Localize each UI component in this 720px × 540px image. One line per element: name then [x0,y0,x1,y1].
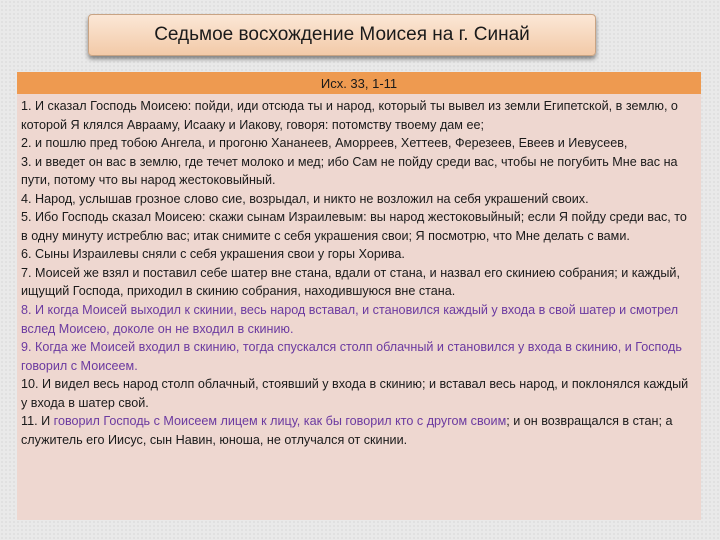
verse-1: 1. И сказал Господь Моисею: пойди, иди отсюда ты и народ, который ты вывел из земли Египетской, в землю, о которой Я клялся Аврааму, Исааку и Иакову, говоря: потомству твоему дам ее; [21,99,678,132]
verse-11 [21,412,695,449]
verse-10: 10. И видел весь народ столп облачный, стоявший у входа в скинию; и вставал весь народ, и поклонялся каждый у входа в шатер свой. [21,377,689,410]
slide-title: Седьмое восхождение Моисея на г. Синай [88,14,596,56]
scripture-reference: Исх. 33, 1-11 [17,72,701,94]
verse-4: 4. Народ, услышав грозное слово сие, возрыдал, и никто не возложил на себя украшений своих. [21,191,589,206]
verse-11-prefix: 11. И [21,414,54,429]
scripture-text [17,94,701,449]
verse-9: 9. Когда же Моисей входил в скинию, тогда спускался столп облачный и становился у входа в скинию, и Господь говорил с Моисеем. [21,340,682,373]
scripture-panel [17,72,701,520]
verse-11-highlight: говорил Господь с Моисеем лицем к лицу, как бы говорил кто с другом своим [53,414,507,429]
verse-5: 5. Ибо Господь сказал Моисею: скажи сынам Израилевым: вы народ жестоковыйный; если Я пойду среди вас, то в одну минуту истреблю вас; итак снимите с себя украшения свои; Я посмотрю, что Мне делать с вами. [21,210,687,243]
verse-6: 6. Сыны Израилевы сняли с себя украшения свои у горы Хорива. [21,247,405,262]
verse-11-suffix: ; и он возвращался в стан; а служитель его Иисус, сын Навин, юноша, не отлучался от скинии. [21,414,673,447]
verse-8: 8. И когда Моисей выходил к скинии, весь народ вставал, и становился каждый у входа в свой шатер и смотрел вслед Моисею, доколе он не входил в скинию. [21,303,679,336]
verse-7: 7. Моисей же взял и поставил себе шатер вне стана, вдали от стана, и назвал его скиниею собрания; и каждый, ищущий Господа, приходил в скинию собрания, находившуюся вне стана. [21,265,680,299]
verse-3: 3. и введет он вас в землю, где течет молоко и мед; ибо Сам не пойду среди вас, чтобы не погубить Мне вас на пути, потому что вы народ жестоковыйный. [21,154,678,188]
verse-2: 2. и пошлю пред тобою Ангела, и прогоню Хананеев, Аморреев, Хеттеев, Ферезеев, Евеев и Иевусеев, [21,136,628,151]
